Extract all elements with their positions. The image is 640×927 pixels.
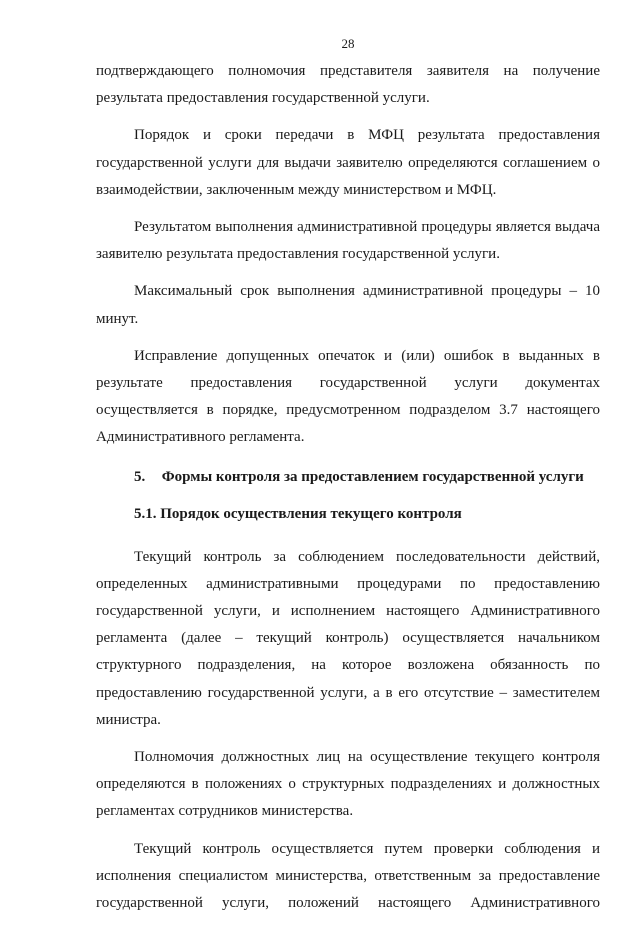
paragraph: Результатом выполнения административной процедуры является выдача заявителю результата предоставления государственной услуги. (96, 219, 600, 263)
document-body (96, 58, 600, 927)
page-number: 28 (341, 36, 355, 51)
paragraph: Текущий контроль осуществляется путем проверки соблюдения и исполнения специалистом министерства, ответственным за предоставление государственной услуги, положений настоящего Административного (96, 840, 600, 912)
paragraph: Максимальный срок выполнения административной процедуры – 10 минут. (96, 283, 600, 327)
paragraph: подтверждающего полномочия представителя заявителя на получение результата предоставления государственной услуги. (96, 63, 600, 107)
section-title: Формы контроля за предоставлением государственной услуги (161, 468, 584, 485)
section-number: 5. (134, 468, 146, 485)
paragraph: Порядок и сроки передачи в МФЦ результата предоставления государственной услуги для выдачи заявителю определяются соглашением о взаимодействии, заключенным между министерством и МФЦ. (96, 127, 600, 198)
subsection-heading: 5.1. Порядок осуществления текущего контроля (134, 505, 462, 522)
paragraph: Текущий контроль за соблюдением последовательности действий, определенных административными процедурами по предоставлению государственной услуги, и исполнением настоящего Административного регламента (далее – текущий контроль) осуществляется начальником структурного подразделения, на которое возложена обязанность по предоставлению государственной услуги, а в его отсутствие – заместителем министра. (96, 548, 600, 728)
section-heading (96, 464, 600, 491)
paragraph: Полномочия должностных лиц на осуществление текущего контроля определяются в положениях о структурных подразделениях и должностных регламентах сотрудников министерства. (96, 749, 600, 820)
paragraph: Исправление допущенных опечаток и (или) ошибок в выданных в результате предоставления государственной услуги документах осуществляется в порядке, предусмотренном подразделом 3.7 настоящего Административного регламента. (96, 347, 600, 446)
